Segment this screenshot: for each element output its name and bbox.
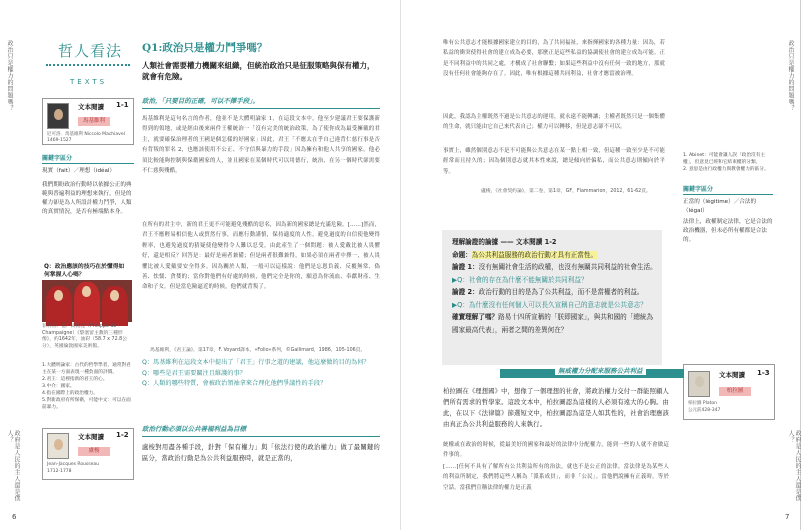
key-term-body: 我們期盼政治行動時以依據公正的典範與普遍利益的理想來執行，但是的權力卻是為人所設計權力鬥爭，人類的真實情況，是否有極端點本身。 xyxy=(42,182,132,215)
doc-label: 文本閱讀 xyxy=(78,433,104,441)
thesis-text: 為公共利益服務的政治行動才具有正當性。 xyxy=(471,250,598,259)
section-divider xyxy=(46,64,130,66)
doc-number: 1-2 xyxy=(116,431,129,439)
teal-heading-text: 無威權力分配來服務公共利益 xyxy=(558,367,643,375)
body-text-r5: 統權或在政治的時候，從最美好的國家和最好的法律中分配權力，能到一些的人就不會做這件事的。 xyxy=(443,442,669,459)
teal-heading xyxy=(555,366,646,375)
author-name-en: 尼可洛．馬基維利 Niccolo Machiavel xyxy=(47,132,125,137)
left-page xyxy=(0,0,400,530)
citation-right: 盧梭，《社會契約論》，第二卷，第1章，GF，Flammarion，2012，61-62頁。 xyxy=(481,189,651,194)
key-term-rule xyxy=(42,163,134,164)
argument-2-question: ▶Q：為什麼沒有任何個人可以長久宣稱自己的意志就是公共意志？ xyxy=(452,300,647,309)
body-text-r1: 唯有公共意志才能根據國家建立的目的，為了共同福祉，來指揮國家的各種力量：因為，若私益的衝突使得社會的建立成為必要，那麼正是這些私益的協調使社會的建立成為可能。正是不同利益中的共同之處，才構成了社會聯繫；如果這些利益中沒有任何一致的地方，那就沒有任何社會能夠存在了。因此，唯有根據這種共同利益，社會才應當被治理。 xyxy=(443,40,665,78)
author-name-en: Jean-Jacques Rousseau xyxy=(47,462,99,467)
argument-2-label: 論證 2： xyxy=(452,288,479,296)
argument-box-title: 理解論證的論據 —— 文本閱讀 1-2 xyxy=(452,238,557,246)
question-item: Q：馬基維利在這段文本中提出了「君王」行事之道的建議，他這麼做的目的為何？ xyxy=(142,359,370,366)
footnote: 1.大體明論家：古代的哲學學者，通常對君主在某一方面表現一種負面的評價。 xyxy=(42,363,131,375)
doc-number: 1-3 xyxy=(757,369,770,377)
body-text-3: 盧梭對用盡各種手段，針對「保有權力」與「依法行使的政治權力」做了最關鍵的區分，當政治行動是為公共利益服務時，就是正當的， xyxy=(142,444,380,462)
section-subtitle: TEXTS xyxy=(70,78,108,86)
key-term-heading-right: 關鍵字區分 xyxy=(683,186,714,193)
subhead-2: 政治行動必須以公共善福利益為目標 xyxy=(142,425,246,433)
doc-label: 文本閱讀 xyxy=(78,103,104,111)
right-running-head-lower: 政府是人民的主人還是僕人？ xyxy=(787,430,801,502)
thesis-label: 命題： xyxy=(452,250,472,259)
footnote: 4.指在國際上的政治權力。 xyxy=(42,391,99,396)
subhead-1: 政治，「只要目的正確，可以不擇手段」。 xyxy=(142,97,259,105)
body-text-r6: [……]任何不具有了解所有公共利益所有的治法，就也不是公正的法律，當法律是為某些人的利益所制定，我們將這些人稱為「派系成員」，而非「公民」。當他們說擁有正義時，等於空話。當我們宣稱法律的權力是正義 xyxy=(443,464,669,491)
footnotes-right xyxy=(683,152,773,173)
subhead-rule xyxy=(142,108,380,109)
argument-2-text: 政治行動的目的是為了公共利益，而不是當權者的利益。 xyxy=(478,288,644,296)
footnote: 1. Abinet：可能會讓人誤「政治沒有主權」，但意見已經和它結束權的分類。 xyxy=(683,153,766,165)
key-term-text: 現實（fait）／理想（idéal） xyxy=(42,168,116,174)
key-term-body-right: 法律上，政權制定法律，它是合法的政治機器，但未必所有權都是合法的。 xyxy=(683,219,773,243)
left-running-head: 政治只是權力的問題嗎？ xyxy=(6,40,13,112)
citation-left: 馬基維利，《君王論》，第17章，F. Voyard譯本，«Folio»系列，©Gallimard，1986，105-106頁。 xyxy=(150,348,366,353)
reading-questions xyxy=(142,358,380,390)
argument-1-question: ▶Q：社會的存在為什麼不能無關於共同利益？ xyxy=(452,275,588,284)
check-label: 確實理解了嗎？ xyxy=(452,313,499,321)
left-running-head-lower: 政府是人民的主人還是僕人？ xyxy=(6,430,20,502)
section-title: 哲人看法 xyxy=(58,42,123,60)
plato-portrait xyxy=(688,371,710,397)
right-running-head: 政治只是權力的問題嗎？ xyxy=(787,40,794,112)
key-term-heading: 關鍵字區分 xyxy=(42,155,73,162)
author-badge: 柏拉圖 xyxy=(719,387,751,396)
footnote: 2.君王：這裡指新的君王的心。 xyxy=(42,377,108,382)
body-text-r2: 因此，我認為主權既然不過是公共意志的運用，就永遠不能轉讓；主權者既然只是一個集體的生命，就只能由它自己來代表自己；權力可以轉移，但是意志卻不可以。 xyxy=(443,114,665,131)
page-number-right: 7 xyxy=(785,513,790,521)
figure-caption: 菲利普．德．尚帕涅（Philippe de Champaigne）《黎塞留主教的三種形像》，約1642年，油彩（58.7 x 72.8公分），英國倫敦國家美術館。 xyxy=(42,324,128,349)
lead-paragraph: 人類社會需要權力機關來組織，但統治政治只是征服策略與保有權力，就會有危險。 xyxy=(142,61,375,81)
page-number-left: 6 xyxy=(12,513,17,521)
body-text-r3: 事實上，雖然個別意志不是不可能與公共意志在某一點上相一致，但這種一致至少是不可能經常而且持久的；因為個別意志就其本性來說，總是傾向於偏私，而公共意志則傾向於平等。 xyxy=(443,148,665,175)
footnote: 2. 意思是由行政權力與教會權力的區分。 xyxy=(683,167,769,172)
question-item: Q：人類的哪些特質，會被政治領袖拿來合理化他們爭議性的手段？ xyxy=(142,380,327,387)
author-name-en: 柏拉圖 Platon xyxy=(688,401,718,406)
body-text-r4: 柏拉圖在《理想國》中，想像了一個理想的社會，將政治權力交付一群能照顧人們所有需求的哲學家。這段文本中，柏拉圖認為這樣的人必須有遠大的心胸。由此，在以下《法律篇》節選短文中，柏拉圖認為這是人如其性的，社會治理應該由真正為公共利益服務的人來執行。 xyxy=(443,388,669,428)
argument-1-text: 沒有無關社會生活的政權，也沒有無關共同利益的社會生活。 xyxy=(478,263,657,271)
author-years: 公元前428-347 xyxy=(688,408,721,413)
argument-box-content xyxy=(452,236,658,336)
doc-card-1-3 xyxy=(683,364,775,420)
footnote: 5.對新政府有所保衛，可能中文：可以在面前暴力。 xyxy=(42,398,131,410)
subhead-rule xyxy=(142,436,380,437)
machiavelli-portrait xyxy=(47,103,69,129)
doc-label: 文本閱讀 xyxy=(719,371,745,379)
author-years: 1712-1778 xyxy=(47,469,72,474)
question-item: Q：哪些是君王需要關注且維護的事？ xyxy=(142,369,246,377)
argument-1-label: 論證 1： xyxy=(452,263,479,271)
footnotes-left xyxy=(42,362,134,411)
doc-card-1-1 xyxy=(42,98,134,145)
body-text-2: 在所有的君主中，新的君王更不可能避免殘酷的惡名，因為新的國家總是充滿危險。[……]然而，君王不應輕易相信他人或貿然行事，而應行動謹慎，保持適度的人性，避免過度的自信使他變得輕率，也避免過度的猜疑使他變得令人難以忍受。由此產生了一個問題：被人愛戴比被人畏懼好，還是相反？回答是：最好是兩者兼備；但是兩者很難兼得，如果必須在兩者中擇一，被人畏懼比被人愛戴要安全得多。因為關於人類，一般可以這樣說：他們是忘恩負義、反覆無常、偽善、怯懦、貪婪的；當你對他們有好處的時候，他們完全是你的，願意為你流血、奉獻財產、生命和子女。但是當危險逼近的時候，他們就背叛了。 xyxy=(142,222,380,291)
key-term-rule-right xyxy=(683,194,773,195)
check-text: 路易十四所宣稱的「朕即國家」，與共和國的「總統為國家最高代表」，兩者之間的差異何在？ xyxy=(452,313,654,334)
author-years: 1469-1527 xyxy=(47,138,72,143)
body-text-1: 馬基維利是這句名言的作者，他並不是大體明論家 1，在這段文本中，他至少建議君王要保護新得到的領地，或是經由後來兩件王權統治一「沒有完美的統治政策，為了使你成為最受擁戴的君主，就要確保治理者的王國是個怎樣的好國家」因此，君王「不應太在乎自己違背仁慈行事是否有背叛的罪名 2，也應該使用不公正、不守信與暴力的手段」因為擁有和他人共享的國家，他必須比較能夠控制與保衛國家的人，並且國家在某個時代可以用德行，統治，在另一個時代卻需要不仁慈與殘酷。 xyxy=(142,116,380,175)
rousseau-portrait xyxy=(47,433,69,459)
question-heading: Q1:政治只是權力鬥爭嗎？ xyxy=(142,42,268,54)
footnote: 3.中介：國家。 xyxy=(42,384,75,389)
doc-number: 1-1 xyxy=(116,101,129,109)
figure-question: Q：政治應該的技巧在於懂得如何掌握人心嗎？ xyxy=(42,262,132,280)
key-term-text-right: 正當的（légitime）／合法的（légal） xyxy=(683,199,757,214)
author-badge: 盧梭 xyxy=(78,447,110,456)
author-badge: 馬基維利 xyxy=(78,117,110,126)
doc-card-1-2 xyxy=(42,428,134,480)
